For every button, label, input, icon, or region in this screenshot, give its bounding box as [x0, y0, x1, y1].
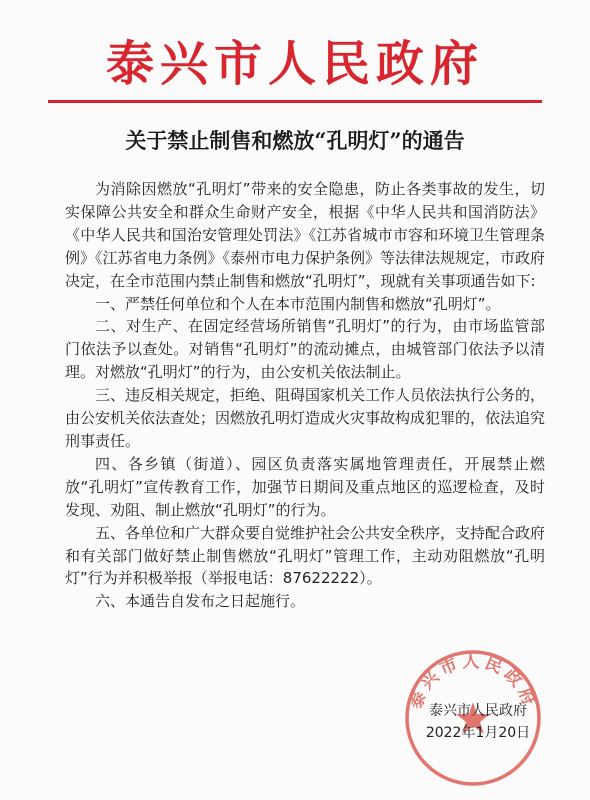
signature-issuer: 泰兴市人民政府: [429, 703, 527, 719]
paragraph-item-4: 四、各乡镇（街道）、园区负责落实属地管理责任，开展禁止燃放“孔明灯”宣传教育工作，加强节日期间及重点地区的巡逻检查，及时发现、劝阻、制止燃放“孔明灯”的行为。: [65, 454, 545, 519]
signature-block: [408, 700, 548, 744]
paragraph-intro: 为消除因燃放“孔明灯”带来的安全隐患，防止各类事故的发生，切实保障公共安全和群众生命财产安全，根据《中华人民共和国消防法》《中华人民共和国治安管理处罚法》《江苏省城市市容和环境卫生管理条例》《江苏省电力条例》《泰州市电力保护条例》等法律法规规定，市政府决定，在全市范围内禁止制售和燃放“孔明灯”，现就有关事项通告如下:: [65, 180, 546, 290]
notice-body: [65, 178, 545, 613]
red-divider-line: [48, 100, 542, 103]
paragraph-item-6: 六、本通告自发布之日起施行。: [95, 592, 306, 611]
notice-title: 关于禁止制售和燃放“孔明灯”的通告: [125, 128, 465, 153]
paragraph-item-5: 五、各单位和广大群众要自觉维护社会公共安全秩序，支持配合政府和有关部门做好禁止制售燃放“孔明灯”管理工作，主动劝阻燃放“孔明灯”行为并积极举报（举报电话：87622222）。: [65, 523, 546, 588]
paragraph-item-3: 三、违反相关规定，拒绝、阻碍国家机关工作人员依法执行公务的，由公安机关依法查处；因燃放孔明灯造成火灾事故构成犯罪的，依法追究刑事责任。: [65, 386, 546, 450]
paragraph-item-2: 二、对生产、在固定经营场所销售“孔明灯”的行为，由市场监管部门依法予以查处。对销售“孔明灯”的流动摊点，由城管部门依法予以清理。对燃放“孔明灯”的行为，由公安机关依法制止。: [65, 317, 545, 382]
paragraph-item-1: 一、严禁任何单位和个人在本市范围内制售和燃放“孔明灯”。: [95, 294, 501, 313]
government-header: 泰兴市人民政府: [105, 36, 484, 92]
svg-text:泰兴市人民政府: 泰兴市人民政府: [405, 652, 541, 712]
signature-date: 2022年1月20日: [425, 725, 531, 741]
